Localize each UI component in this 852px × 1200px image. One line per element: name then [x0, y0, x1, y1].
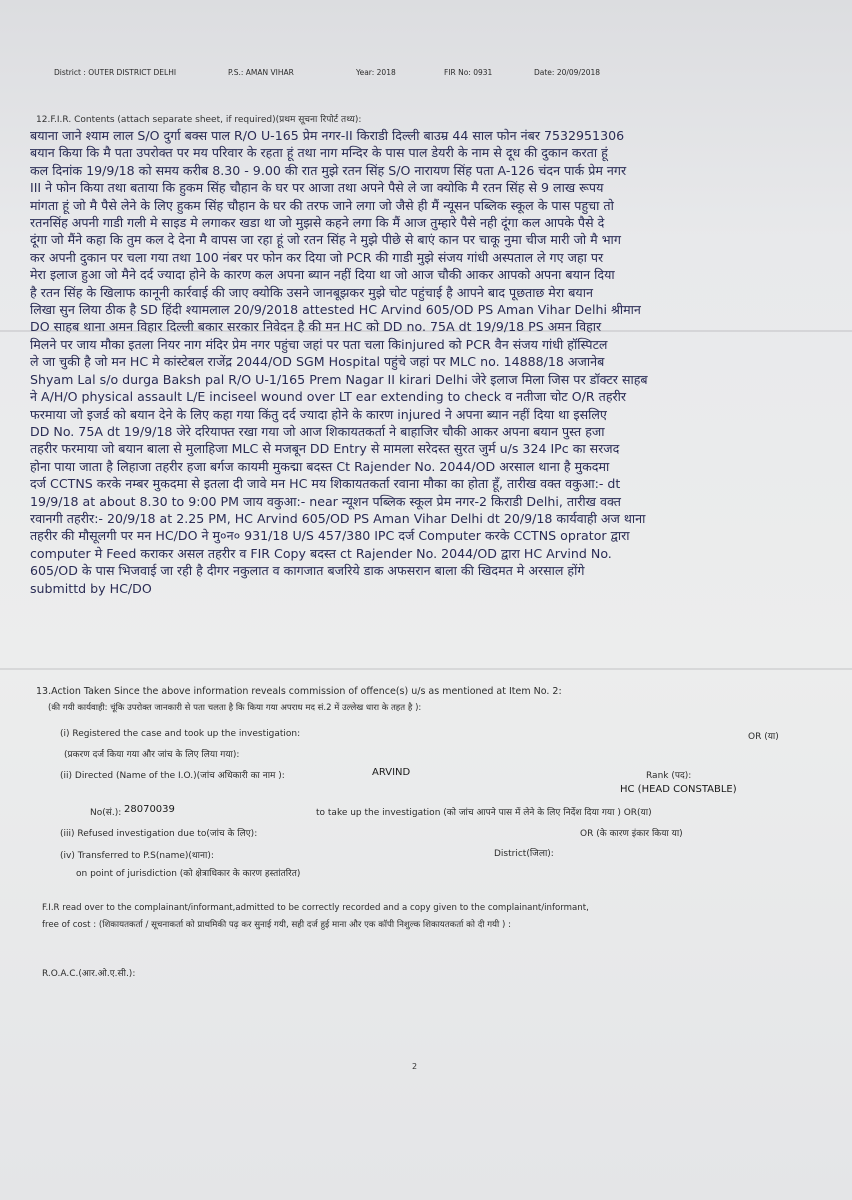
police-station-field: P.S.: AMAN VIHAR	[228, 68, 294, 77]
body-line: मेरा इलाज हुआ जो मैने दर्द ज्यादा होने के कारण कल अपना ब्यान नहीं दिया था जो आज चौकी आकर आपको अपना बयान दिया	[30, 267, 615, 283]
body-line: ले जा चुकी है जो मन HC मे कांस्टेबल राजेंद्र 2044/OD SGM Hospital पहुंचे जहां पर MLC no. 14888/18 अजानेब	[30, 354, 605, 370]
or-label: OR (या)	[748, 732, 779, 742]
body-line: 605/OD के पास भिजवाई जा रही है दीगर नकुलात व कागजात बजरिये डाक अफसरान बाला की खिदमत मे अरसाल होंगे	[30, 563, 585, 579]
body-line: submittd by HC/DO	[30, 580, 152, 596]
paper-fold	[0, 668, 852, 670]
fir-read-over-hindi: free of cost : (शिकायतकर्ता / सूचनाकर्ता को प्राथमिकी पढ़ कर सुनाई गयी, सही दर्ज हुई माना और एक कॉपी निशुल्क शिकायतकर्ता को दी गयी ) :	[42, 920, 511, 930]
district-field: District : OUTER DISTRICT DELHI	[54, 68, 177, 77]
body-line: DD No. 75A dt 19/9/18 जेरे दरियाफ्त रखा गया जो आज शिकायतकर्ता ने बाहाजिर चौकी आकर अपना बयान पुस्त हजा	[30, 423, 605, 439]
body-line: फरमाया जो इजर्ड को बयान देने के लिए कहा गया किंतु दर्द ज्यादा होने के कारण injured ने अपना ब्यान नहीं दिया था इसलिए	[30, 406, 607, 422]
take-up-investigation-text: to take up the investigation (को जांच आपने पास में लेने के लिए निर्देश दिया गया ) OR(या)	[316, 808, 652, 818]
number-label: No(सं.):	[90, 808, 122, 818]
date-field: Date: 20/09/2018	[534, 68, 601, 77]
io-name-value: ARVIND	[372, 767, 411, 778]
body-line: होना पाया जाता है लिहाजा तहरीर हजा बर्गज कायमी मुकद्मा बदस्त Ct Rajender No. 2044/OD अरसाल थाना है मुकदमा	[30, 458, 610, 474]
refused-investigation-label: (iii) Refused investigation due to(जांच के लिए):	[60, 829, 258, 839]
refused-or-label: OR (के कारण इंकार किया या)	[580, 829, 683, 839]
body-line: लिखा सुन लिया ठीक है SD हिंदी श्यामलाल 20/9/2018 attested HC Arvind 605/OD PS Aman Vihar Delhi श्रीमान	[30, 302, 641, 318]
fir-read-over-text: F.I.R read over to the complainant/informant,admitted to be correctly recorded and a copy given to the complainant/informant,	[42, 903, 589, 913]
body-line: तहरीर की मौसूलगी पर मन HC/DO ने मु०न० 931/18 U/S 457/380 IPC दर्ज Computer करके CCTNS oprator द्वारा	[30, 528, 630, 544]
body-line: 19/9/18 at about 8.30 to 9:00 PM जाय वकुआ:- near न्यूशन पब्लिक स्कूल प्रेम नगर-2 किराडी Delhi, तारीख वक्त	[30, 493, 621, 509]
registered-case-hindi: (प्रकरण दर्ज किया गया और जांच के लिए लिया गया):	[64, 750, 240, 760]
page-number: 2	[412, 1062, 418, 1071]
body-line: कर अपनी दुकान पर चला गया तथा 100 नंबर पर फोन कर दिया जो PCR की गाडी मुझे संजय गांधी अस्पताल ले गए जहा पर	[30, 249, 604, 265]
action-taken-heading: 13.Action Taken Since the above information reveals commission of offence(s) u/s as mentioned at Item No. 2:	[36, 686, 562, 697]
registered-case-option: (i) Registered the case and took up the investigation:	[60, 729, 301, 739]
rank-value: HC (HEAD CONSTABLE)	[620, 784, 737, 795]
fir-contents-text	[30, 127, 820, 597]
body-line: है रतन सिंह के खिलाफ कानूनी कार्रवाई की जाए क्योकि उसने जानबूझकर मुझे चोट पहुंचाई है आपने बाद पूछताछ मेरा बयान	[30, 284, 593, 300]
body-line: बयाना जाने श्याम लाल S/O दुर्गा बक्स पाल R/O U-165 प्रेम नगर-II किराडी दिल्ली बाउम्र 44 साल फोन नंबर 7532951306	[30, 128, 625, 143]
body-line: बयान किया कि मै पता उपरोक्त पर मय परिवार के रहता हूं तथा नाग मन्दिर के पास पाल डेयरी के नाम से दूध की दुकान करता हूं	[30, 145, 608, 161]
body-line: DO साहब थाना अमन विहार दिल्ली बकार सरकार निवेदन है की मन HC को DD no. 75A dt 19/9/18 PS अमन विहार	[30, 319, 602, 335]
body-line: दर्ज CCTNS करके नम्बर मुकदमा से इतला दी जावे मन HC मय शिकायतकर्ता रवाना मौका का होता हूँ, तारीख वक्त वकुआ:- dt	[30, 476, 621, 492]
roac-label: R.O.A.C.(आर.ओ.ए.सी.):	[42, 969, 136, 979]
jurisdiction-label: on point of jurisdiction (को क्षेत्राधिकार के कारण हस्तांतरित)	[76, 869, 301, 879]
number-value: 28070039	[124, 804, 175, 815]
directed-io-label: (ii) Directed (Name of the I.O.)(जांच अधिकारी का नाम ):	[60, 771, 285, 781]
action-taken-hindi: (की गयी कार्यवाही: चूंकि उपरोक्त जानकारी से पता चलता है कि किया गया अपराध मद सं.2 में उल्लेख धारा के तहत है ):	[48, 703, 422, 713]
body-line: ने A/H/O physical assault L/E inciseel wound over LT ear extending to check व नतीजा चोट O/R तहरीर	[30, 389, 627, 405]
fir-contents-heading: 12.F.I.R. Contents (attach separate sheet, if required)(प्रथम सूचना रिपोर्ट तथ्य):	[36, 115, 362, 125]
body-line: मिलने पर जाय मौका इतला नियर नाग मंदिर प्रेम नगर पहुंचा जहां पर पता चला किinjured को PCR वैन संजय गांधी हॉस्पिटल	[30, 336, 608, 352]
body-line: कल दिनांक 19/9/18 को समय करीब 8.30 - 9.00 की रात मुझे रतन सिंह S/O नारायण सिंह पता A-126 चंदन पार्क प्रेम नगर	[30, 162, 627, 178]
body-line: मांगता हूं जो मै पैसे लेने के लिए हुकम सिंह चौहान के घर की तरफ जाने लगा जो जैसे ही मैं न्यूसन पब्लिक स्कूल के पास पहुचा तो	[30, 197, 614, 213]
district-label: District(जिला):	[494, 849, 554, 859]
body-line: computer मे Feed कराकर असल तहरीर व FIR Copy बदस्त ct Rajender No. 2044/OD द्वारा HC Arvind No.	[30, 545, 612, 561]
body-line: रतनसिंह अपनी गाडी गली मे साइड मे लगाकर खडा था जो मुझसे कहने लगा कि मैं आज तुम्हारे पैसे नही दूंगा कल आपके पैसे दे	[30, 215, 605, 231]
body-line: रवानगी तहरीर:- 20/9/18 at 2.25 PM, HC Arvind 605/OD PS Aman Vihar Delhi dt 20/9/18 कार्यवाही अज थाना	[30, 510, 646, 526]
body-line: Shyam Lal s/o durga Baksh pal R/O U-1/165 Prem Nagar II kirari Delhi जेरे इलाज मिला जिस पर डॉक्टर साहब	[30, 371, 648, 387]
year-field: Year: 2018	[356, 68, 396, 77]
body-line: दूंगा जो मैंने कहा कि तुम कल दे देना मै वापस जा रहा हूं जो रतन सिंह ने मुझे पीछे से बाएं कान पर चाकू नुमा चीज मारी जो मै भाग	[30, 232, 621, 248]
transferred-ps-label: (iv) Transferred to P.S(name)(थाना):	[60, 851, 214, 861]
body-line: III ने फोन किया तथा बताया कि हुकम सिंह चौहान के घर पर आजा तथा अपने पैसे ले जा क्योकि मै रतन सिंह से 9 लाख रूपय	[30, 180, 604, 196]
fir-number-field: FIR No: 0931	[444, 68, 493, 77]
rank-label: Rank (पद):	[646, 771, 692, 781]
body-line: तहरीर फरमाया जो बयान बाला से मुलाहिजा MLC से मजबून DD Entry से मामला सरेदस्त सुरत जुर्म u/s 324 IPc का सरजद	[30, 441, 620, 457]
